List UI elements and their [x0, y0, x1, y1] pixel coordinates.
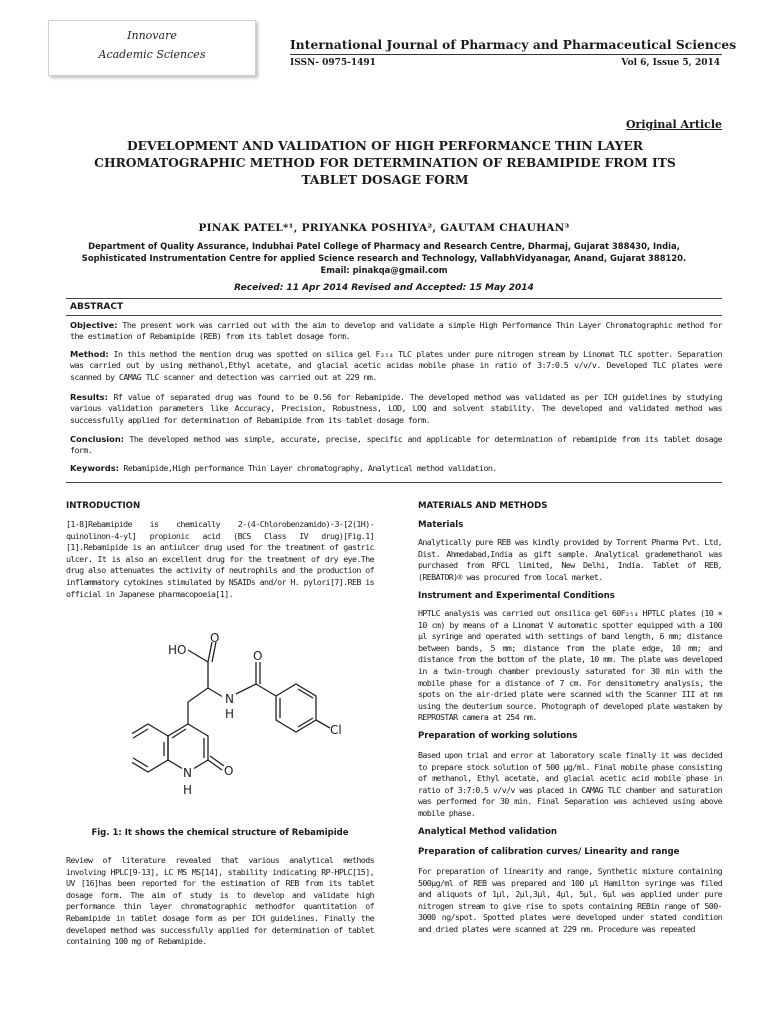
volume-issue: Vol 6, Issue 5, 2014: [621, 58, 720, 68]
abstract-heading-rule: [66, 315, 722, 316]
keywords-label: Keywords:: [70, 463, 119, 473]
label-ring-o: O: [224, 764, 234, 778]
abstract-heading: ABSTRACT: [70, 302, 124, 312]
label-acid-o: O: [210, 632, 220, 645]
label-ring-n: N: [183, 766, 192, 780]
email: Email: pinakqa@gmail.com: [320, 265, 448, 275]
publisher-logo: [48, 20, 256, 76]
calibration-paragraph: For preparation of linearity and range, Synthetic mixture containing 500µg/ml of REB was prepared and 100 µl Hamilton syringe was filed and aliquots of 1µl, 2µl,3µl, 4µl, 5µl, 6µl was applied under pure nitrogen stream to give rise to spots containing REBin range of 500-3000 ng/spot. Spotted plates were developed under stated condition and dried plates were scanned at 229 nm. Procedure was repeated: [418, 866, 722, 934]
results-label: Results:: [70, 392, 108, 402]
working-solutions-heading: Preparation of working solutions: [418, 731, 578, 741]
publisher-name-line1: Innovare: [127, 29, 177, 42]
calibration-heading: Preparation of calibration curves/ Linearity and range: [418, 847, 680, 857]
instrument-heading: Instrument and Experimental Conditions: [418, 591, 615, 601]
introduction-paragraph-1: [1-8]Rebamipide is chemically 2-(4-Chlorobenzamido)-3-[2(1H)-quinolinon-4-yl] propionic acid (BCS Class IV drug)[Fig.1] [1].Rebamipide is an antiulcer drug used for the treatment of gastric ulcer. It is also an excellent drug for the treatment of dry eye.The drug also attenuates the activity of neutrophils and the production of inflammatory cytokines stimulated by NSAIDs and/or H. pylori[7].REB is official in Japanese pharmacopoeia[1].: [66, 519, 374, 599]
abstract-conclusion: Conclusion: The developed method was simple, accurate, precise, specific and applicable for determination of rebamipide from its tablet dosage form.: [70, 434, 722, 456]
authors: PINAK PATEL*¹, PRIYANKA POSHIYA², GAUTAM CHAUHAN³: [198, 222, 570, 234]
materials-heading: Materials: [418, 520, 464, 530]
abstract-method: Method: In this method the mention drug was spotted on silica gel F₂₅₄ TLC plates under pure nitrogen stream by Linomat TLC spotter. Separation was carried out by using methanol,Ethyl acetate, and glacial acetic acidas mobile phase in ratio of 3:7:0.5 v/v/v. Developed TLC plates were scanned by CAMAG TLC scanner and detection was carried out at 229 nm.: [70, 349, 722, 382]
abstract-results: Results: Rf value of separated drug was found to be 0.56 for Rebamipide. The developed method was validated as per ICH guidelines by studying various validation parameters like Accuracy, Precision, Robustness, LOD, LOQ and solvent stability. The developed and validated method was successfully applied for determination of Rebamipide from its tablet dosage form.: [70, 392, 722, 425]
label-ring-h: H: [183, 783, 193, 797]
abstract-top-rule: [66, 298, 722, 299]
affiliation-line-2: Sophisticated Instrumentation Centre for applied Science research and Technology, VallabhVidyanagar, Anand, Gujarat 388120.: [81, 253, 687, 263]
label-amide-n: N: [225, 692, 234, 706]
article-type: Original Article: [625, 118, 722, 131]
introduction-paragraph-2: Review of literature revealed that various analytical methods involving HPLC[9-13], LC MS MS[14], stability indicating RP-HPLC[15], UV [16]has been reported for the estimation of REB from its tablet dosage form. The aim of study is to develop and validate high performance thin layer chromatographic methodfor quantitation of Rebamipide in tablet dosage form as per ICH guidelines. Finally the developed method was successfully applied for determination of tablet containing 100 mg of Rebamipide.: [66, 855, 374, 947]
publisher-name-line2: Academic Sciences: [98, 48, 206, 61]
instrument-paragraph: HPTLC analysis was carried out onsilica gel 60F₂₅₄ HPTLC plates (10 × 10 cm) by means of a Linomat V automatic spotter equipped with a 100 µl syringe and operated with settings of band length, 6 mm; distance between bands, 5 mm; distance from the plate edge, 10 mm; and distance from the bottom of the plate, 10 mm. The plate was developed in a twin-trough chamber previously saturated for 30 min with the mobile phase for a distance of 7 cm. For densitometry analysis, the spots on the air-dried plate were scanned with the Scanner III at nm using the deuterium source. Photograph of developed plate wastaken by REPROSTAR camera at 254 nm.: [418, 608, 722, 723]
figure-caption: Fig. 1: It shows the chemical structure of Rebamipide: [91, 828, 349, 838]
objective-label: Objective:: [70, 320, 118, 330]
affiliation-line-1: Department of Quality Assurance, Indubhai Patel College of Pharmacy and Research Centre, Dharmaj, Gujarat 388430, India,: [88, 241, 680, 251]
label-amide-o: O: [253, 649, 263, 663]
received-dates: Received: 11 Apr 2014 Revised and Accepted: 15 May 2014: [234, 283, 534, 293]
validation-heading: Analytical Method validation: [418, 827, 557, 837]
rebamipide-structure: [132, 632, 352, 810]
method-label: Method:: [70, 349, 109, 359]
journal-title: International Journal of Pharmacy and Pharmaceutical Sciences: [290, 38, 737, 52]
conclusion-label: Conclusion:: [70, 434, 125, 444]
introduction-heading: INTRODUCTION: [66, 501, 141, 511]
article-title: DEVELOPMENT AND VALIDATION OF HIGH PERFORMANCE THIN LAYER CHROMATOGRAPHIC METHOD FOR DETERMINATION OF REBAMIPIDE FROM ITS TABLET DOSAGE FORM: [94, 138, 676, 187]
label-ho: HO: [168, 643, 187, 657]
abstract-bottom-rule: [66, 482, 722, 483]
materials-paragraph: Analytically pure REB was kindly provided by Torrent Pharma Pvt. Ltd, Dist. Ahmedabad,India as gift sample. Analytical grademethanol was purchased from RFCL limited, New Delhi, India. Tablet of REB, (REBATOR)® was procured from local market.: [418, 537, 722, 582]
working-solutions-paragraph: Based upon trial and error at laboratory scale finally it was decided to prepare stock solution of 500 µg/ml. Final mobile phase consisting of methanol, Ethyl acetate, and glacial acetic acid mobile phase in ratio of 3:7:0.5 v/v/v was placed in CAMAG TLC chamber and saturation was performed for 30 min. Final Separation was achieved using above mobile phase.: [418, 750, 722, 818]
affiliation: [60, 240, 708, 276]
label-cl: Cl: [330, 723, 342, 737]
abstract-keywords: Keywords: Rebamipide,High performance Thin Layer chromatography, Analytical method validation.: [70, 463, 497, 473]
header-rule: [290, 54, 722, 55]
abstract-objective: Objective: The present work was carried out with the aim to develop and validate a simple High Performance Thin Layer Chromatographic method for the estimation of Rebamipide (REB) from its tablet dosage form.: [70, 320, 722, 342]
label-amide-h: H: [225, 707, 235, 721]
issn: ISSN- 0975-1491: [290, 58, 376, 68]
materials-methods-heading: MATERIALS AND METHODS: [418, 501, 548, 511]
